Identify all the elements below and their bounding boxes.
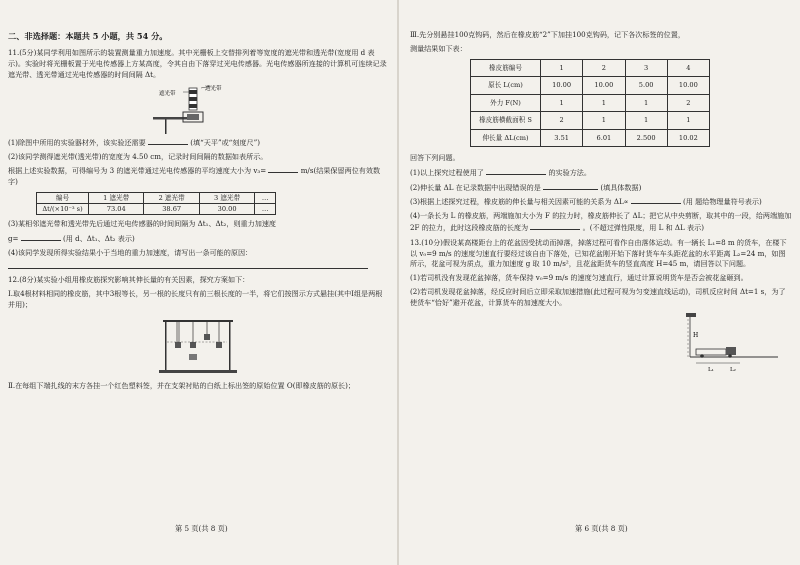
q11-part2-text: 根据上述实验数据，可得编号为 3 的遮光带通过光电传感器的平均速度大小为 v₃= [8, 166, 267, 176]
table-cell: 10.00 [541, 77, 583, 95]
q12-part4-hint: 。(不超过弹性限度，用 L 和 ΔL 表示) [582, 222, 704, 232]
q12-part4-text: (4)一条长为 L 的橡皮筋，两端施加大小为 F 的拉力时，橡皮筋伸长了 ΔL；把它从中央剪断，取其中的一段，给两端施加 2F 的拉力，此时这段橡皮筋的长度为 [410, 211, 792, 232]
table-cell: 3 [625, 59, 667, 77]
section-title: 二、非选择题：本题共 5 小题，共 54 分。 [8, 31, 168, 41]
fig3-label-distance: L₂ [730, 367, 736, 374]
table-cell: 4 [667, 59, 709, 77]
table-cell: 1 [667, 112, 709, 130]
q11-part3-hint: (用 d、Δt₁、Δt₂ 表示) [63, 233, 135, 243]
q12-part2 [410, 182, 792, 194]
q11-intro: 11.(5分)某同学利用如图所示的装置测量重力加速度。其中光栅板上交替排列着等宽度的遮光带和透光带(宽度用 d 表示)。实验时将光栅板置于光电传感器上方某高度，令其自由下落穿过光电传感器。光电传感器所连接的计算机可连续记录遮光带、透光带通过光电传感器的时间间隔 Δt。 [8, 48, 387, 80]
table-row-label: 伸长量 ΔL(cm) [471, 129, 541, 147]
q13-intro: 13.(10分)假设某高楼距台上的花盆因受扰动而掉落，掉落过程可看作自由落体运动。有一辆长 L₁=8 m 的货车，在楼下以 v₀=9 m/s 的速度匀速直行要经过该自由下落处，已知花盆刚开始下落时货车车头距花盆的水平距离 L₂=24 m，如图所示，花盆可视为质点，重力加速度 g 取 10 m/s²，且花盆距货车的竖直高度 H=45 m，请回答以下问题。 [410, 237, 787, 269]
q11-part4: (4)该同学发现所得实验结果小于当地的重力加速度，请写出一条可能的原因： [8, 247, 253, 257]
q13-part1: (1)若司机没有发现花盆掉落，货车保持 v₀=9 m/s 的速度匀速直行，通过计算说明货车是否会被花盆砸到。 [410, 273, 748, 283]
q12-answer-prompt: 回答下列问题。 [410, 153, 460, 163]
table-row-label: 橡皮筋横截面积 S [471, 112, 541, 130]
table-header-cell: 3 遮光带 [199, 192, 254, 203]
table-row [471, 59, 710, 77]
q12-step-1: Ⅰ.取4根材料相同的橡皮筋，其中3根等长，另一根的长度只有前三根长度的一半，将它们按图示方式悬挂(其中Ⅰ组是两根并用)； [8, 289, 383, 309]
table-row-label: 外力 F(N) [471, 94, 541, 112]
q12-part2-hint: (填具体数据) [600, 182, 642, 192]
table-row [471, 129, 710, 147]
table-cell: 73.04 [89, 203, 144, 214]
table-cell: 6.01 [583, 129, 625, 147]
q12-part3-text: (3)根据上述探究过程，橡皮筋的伸长量与相关因素可能的关系为 ΔL∝ [410, 197, 629, 207]
q11-part3: (3)某相邻遮光带和透光带先后通过光电传感器的时间间隔为 Δt₁、Δt₂，则重力加速度 [8, 218, 277, 228]
q12-answer-blank-3[interactable] [631, 196, 681, 204]
q12-part3 [410, 196, 792, 208]
q12-part4 [410, 211, 792, 234]
fig1-label-opaque: 遮光带 [159, 90, 176, 97]
q11-part1-text: (1)除图中所用的实验器材外，该实验还需要 [8, 137, 146, 147]
page-number-right: 第 6 页(共 8 页) [575, 524, 628, 533]
q11-part1 [8, 137, 388, 149]
q11-apparatus-figure [143, 84, 253, 134]
right-page [410, 30, 792, 373]
q11-part2: (2)该同学测得遮光带(透光带)的宽度为 4.50 cm，记录时间间隔的数据如表所示。 [8, 151, 268, 161]
q12-answer-blank-2[interactable] [543, 182, 598, 190]
table-cell: 1 [583, 112, 625, 130]
table-cell: 30.00 [199, 203, 254, 214]
q12-step-3: Ⅲ.先分别悬挂100克钩码，然后在橡皮筋“2”下加挂100克钩码，记下各次标签的位置， [410, 30, 685, 39]
fig3-label-height: H [693, 332, 699, 340]
q13-truck-figure [660, 311, 780, 373]
q11-answer-blank-1[interactable] [148, 137, 188, 145]
q11-answer-blank-4[interactable] [8, 261, 368, 269]
q12-answer-blank-1[interactable] [486, 167, 546, 175]
q12-part3-hint: (用 [683, 197, 693, 207]
q12-part2-text: (2)伸长量 ΔL 在记录数据中出现错误的是 [410, 182, 541, 192]
q12-part3-hint-cont: 题给物理量符号表示) [695, 197, 762, 207]
table-cell: … [255, 203, 276, 214]
q11-part3-g: g= [8, 233, 19, 243]
q12-part1-text: (1)以上探究过程使用了 [410, 167, 484, 177]
q12-part1 [410, 167, 792, 179]
table-row-label: 编号 [37, 192, 89, 203]
table-cell: 1 [625, 112, 667, 130]
q11-part3-answer [8, 233, 388, 245]
table-cell: 3.51 [541, 129, 583, 147]
table-cell: 2 [541, 112, 583, 130]
table-cell: 2 [667, 94, 709, 112]
fig1-label-transparent: 透光带 [205, 85, 222, 92]
page-fold [397, 0, 399, 565]
table-row-label: Δt/(×10⁻³ s) [37, 203, 89, 214]
q12-step-2: Ⅱ.在每组下端扎线的末方各挂一个红色塑料签，并在支架衬贴的白纸上标出签的原始位置 O(即橡皮筋的原长)； [8, 380, 355, 390]
table-cell: 10.00 [667, 77, 709, 95]
fig3-label-truck-length: L₁ [708, 367, 714, 374]
table-cell: 2 [583, 59, 625, 77]
page-number-left: 第 5 页(共 8 页) [175, 524, 228, 533]
table-cell: 38.67 [144, 203, 199, 214]
table-cell: 10.00 [583, 77, 625, 95]
q13-part2: (2)若司机发现花盆掉落，经反应时间后立即采取加速措施(此过程可视为匀变速直线运动)，司机反应时间 Δt=1 s，为了使货车“恰好”避开花盆，计算货车的加速度大小。 [410, 286, 786, 307]
q11-answer-blank-3[interactable] [21, 233, 61, 241]
table-cell: 1 [625, 94, 667, 112]
table-row [471, 94, 710, 112]
q11-answer-blank-2[interactable] [268, 165, 298, 173]
left-page [8, 30, 388, 394]
table-header-cell: … [255, 192, 276, 203]
table-cell: 5.00 [625, 77, 667, 95]
q11-part2-unit: m/s(结果保留两位有效数字) [8, 166, 381, 187]
q11-data-table [36, 192, 276, 215]
q12-part1-tail: 的实验方法。 [548, 167, 591, 177]
q12-data-table [470, 59, 710, 148]
table-row-label: 原长 L(cm) [471, 77, 541, 95]
q11-part2-question [8, 165, 388, 188]
q12-intro: 12.(8分)某实验小组用橡皮筋探究影响其伸长量的有关因素，探究方案如下： [8, 275, 250, 285]
q12-step-3-cont: 测量结果如下表： [410, 43, 467, 53]
q12-answer-blank-4[interactable] [530, 222, 580, 230]
table-row-label: 橡皮筋编号 [471, 59, 541, 77]
table-row [471, 112, 710, 130]
table-cell: 1 [541, 94, 583, 112]
q12-rubber-band-figure [153, 314, 243, 378]
q11-part1-hint: (填“天平”或“刻度尺”) [190, 137, 260, 147]
table-header-cell: 2 遮光带 [144, 192, 199, 203]
table-header-cell: 1 遮光带 [89, 192, 144, 203]
table-cell: 1 [583, 94, 625, 112]
table-cell: 2.500 [625, 129, 667, 147]
table-cell: 1 [541, 59, 583, 77]
table-row [471, 77, 710, 95]
table-cell: 10.02 [667, 129, 709, 147]
